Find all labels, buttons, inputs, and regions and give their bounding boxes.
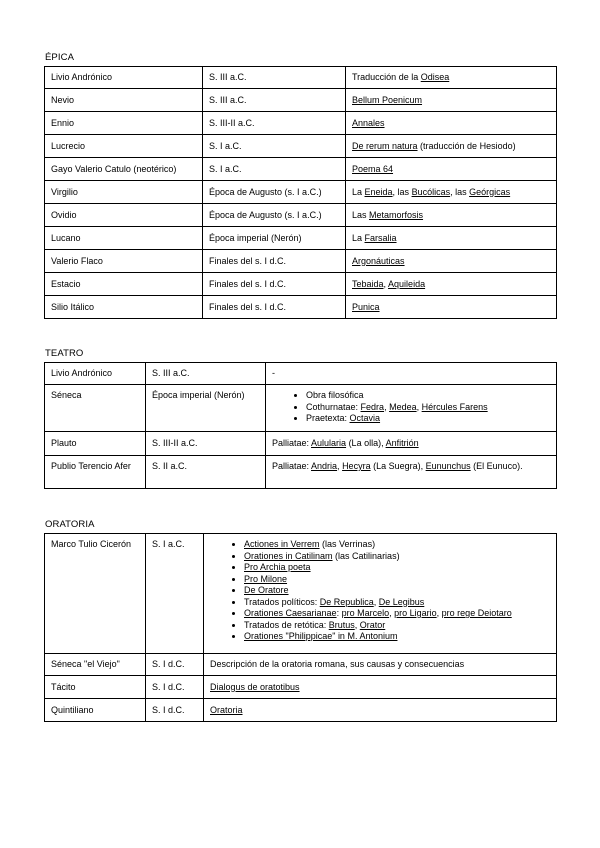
oratoria-table <box>44 533 557 722</box>
work-title: Eununchus <box>425 461 471 471</box>
work-title: Orationes "Philippicae" in M. Antonium <box>244 631 398 641</box>
work-text: Praetexta: <box>306 413 350 423</box>
work-cell <box>204 699 557 722</box>
author-name: Lucrecio <box>51 140 86 151</box>
table-row <box>45 112 557 135</box>
author-cell <box>45 227 203 250</box>
date-cell <box>146 676 204 699</box>
table-row <box>45 385 557 432</box>
date-text: S. III-II a.C. <box>152 438 198 448</box>
list-item <box>244 585 550 597</box>
work-title: Farsalia <box>364 232 397 243</box>
work-text: , <box>389 608 395 618</box>
author-cell <box>45 158 203 181</box>
author-cell <box>45 67 203 89</box>
work-title: Oratoria <box>210 704 243 715</box>
date-text: Finales del s. I d.C. <box>209 255 287 266</box>
date-text: S. III a.C. <box>209 72 247 82</box>
work-title: Odisea <box>420 72 450 82</box>
table-row <box>45 699 557 722</box>
work-text: , <box>337 461 343 471</box>
work-title: Orationes in Catilinam <box>244 550 333 561</box>
author-name: Estacio <box>51 278 81 289</box>
list-item <box>306 413 550 425</box>
epica-title: ÉPICA <box>45 52 75 63</box>
author-cell <box>45 250 203 273</box>
list-item <box>306 390 550 402</box>
date-text: S. I d.C. <box>152 659 185 669</box>
work-text: , las <box>392 186 412 197</box>
author-cell <box>45 89 203 112</box>
author-name: Plauto <box>51 438 77 448</box>
work-title: Hércules Farens <box>421 401 488 412</box>
table-row <box>45 250 557 273</box>
teatro-title: TEATRO <box>45 348 84 359</box>
work-cell <box>346 112 557 135</box>
work-cell <box>346 181 557 204</box>
teatro-table <box>44 362 557 489</box>
date-text: S. III a.C. <box>152 368 190 378</box>
author-cell <box>45 112 203 135</box>
work-title: pro Ligario <box>394 608 437 618</box>
work-text: (El Eunuco). <box>470 461 523 471</box>
work-text: Descripción de la oratoria romana, sus causas y consecuencias <box>210 659 465 669</box>
author-name: Marco Tulio Cicerón <box>51 539 132 549</box>
date-cell <box>203 67 346 89</box>
author-cell <box>45 456 146 489</box>
work-title: Actiones in Verrem <box>244 539 320 549</box>
work-text: (La olla), <box>346 438 386 448</box>
work-cell <box>204 534 557 654</box>
work-text: (traducción de Hesiodo) <box>417 140 516 151</box>
author-cell <box>45 273 203 296</box>
table-row <box>45 204 557 227</box>
list-item <box>244 562 550 574</box>
date-cell <box>203 112 346 135</box>
date-cell <box>203 204 346 227</box>
work-text: : <box>336 608 342 618</box>
work-title: De Oratore <box>244 585 289 595</box>
work-text: , <box>354 619 360 630</box>
date-cell <box>203 250 346 273</box>
work-text: Palliatae: <box>272 438 312 448</box>
work-title: Pro Milone <box>244 573 288 584</box>
date-cell <box>203 181 346 204</box>
date-cell <box>146 432 266 456</box>
work-title: De rerum natura <box>352 140 418 151</box>
work-cell <box>266 363 557 385</box>
author-name: Lucano <box>51 232 81 243</box>
work-text: , <box>384 401 390 412</box>
work-cell <box>204 676 557 699</box>
author-cell <box>45 534 146 654</box>
date-text: S. I a.C. <box>209 163 242 174</box>
table-row <box>45 296 557 319</box>
work-title: Aquileida <box>388 278 426 289</box>
table-row <box>45 273 557 296</box>
date-cell <box>146 363 266 385</box>
work-title: Pro Archia poeta <box>244 562 311 572</box>
date-text: S. I a.C. <box>209 140 242 151</box>
work-text: , las <box>450 186 470 197</box>
work-title: Poema 64 <box>352 163 394 174</box>
table-row <box>45 456 557 489</box>
work-title: Geórgicas <box>469 186 511 197</box>
date-text: S. I d.C. <box>152 681 185 692</box>
works-list <box>272 390 550 425</box>
date-text: Finales del s. I d.C. <box>209 301 287 312</box>
date-cell <box>203 158 346 181</box>
author-name: Séneca "el Viejo" <box>51 659 120 669</box>
work-text: Tratados de retótica: <box>244 619 329 630</box>
work-title: Orator <box>359 619 386 630</box>
date-text: Época de Augusto (s. I a.C.) <box>209 209 322 220</box>
date-text: S. II a.C. <box>152 461 188 471</box>
author-name: Ovidio <box>51 209 77 220</box>
date-cell <box>203 135 346 158</box>
work-title: Aulularia <box>311 438 347 448</box>
table-row <box>45 89 557 112</box>
work-title: De Legibus <box>378 596 425 607</box>
author-name: Publio Terencio Afer <box>51 461 131 471</box>
work-text: (las Catilinarias) <box>332 550 400 561</box>
work-title: Punica <box>352 301 380 312</box>
work-title: Hecyra <box>342 461 371 471</box>
author-name: Livio Andrónico <box>51 72 113 82</box>
work-title: pro rege Deiotaro <box>441 608 512 618</box>
work-text: (las Verrinas) <box>319 539 376 549</box>
work-text: Obra filosófica <box>306 390 364 400</box>
date-cell <box>146 385 266 432</box>
work-cell <box>346 89 557 112</box>
author-cell <box>45 676 146 699</box>
work-cell <box>346 158 557 181</box>
oratoria-section <box>44 519 557 722</box>
date-text: S. I d.C. <box>152 704 185 715</box>
list-item <box>244 539 550 551</box>
work-title: Medea <box>389 401 417 412</box>
work-title: Dialogus de oratotibus <box>210 681 300 692</box>
work-text: Palliatae: <box>272 461 312 471</box>
author-cell <box>45 135 203 158</box>
date-cell <box>203 227 346 250</box>
date-text: Época imperial (Nerón) <box>152 390 245 400</box>
list-item <box>244 631 550 643</box>
author-name: Silio Itálico <box>51 301 95 312</box>
table-row <box>45 534 557 654</box>
author-name: Quintiliano <box>51 704 94 715</box>
work-title: Annales <box>352 117 385 128</box>
table-row <box>45 676 557 699</box>
work-text: La <box>352 186 365 197</box>
author-name: Nevio <box>51 94 75 105</box>
work-title: Bellum Poenicum <box>352 94 423 105</box>
work-title: Bucólicas <box>411 186 451 197</box>
work-title: Andria <box>311 461 338 471</box>
work-title: Argonáuticas <box>352 255 405 266</box>
works-list <box>210 539 550 643</box>
author-cell <box>45 432 146 456</box>
date-text: S. I a.C. <box>152 539 185 549</box>
author-name: Livio Andrónico <box>51 368 113 378</box>
work-cell <box>346 296 557 319</box>
work-text: (La Suegra), <box>370 461 426 471</box>
work-title: pro Marcelo <box>341 608 390 618</box>
work-text: , <box>383 278 389 289</box>
date-text: Época imperial (Nerón) <box>209 232 302 243</box>
work-text: , <box>416 401 422 412</box>
work-cell <box>346 227 557 250</box>
author-cell <box>45 204 203 227</box>
work-cell <box>346 250 557 273</box>
oratoria-title: ORATORIA <box>45 519 95 530</box>
author-cell <box>45 181 203 204</box>
work-text: , <box>436 608 442 618</box>
date-cell <box>146 456 266 489</box>
work-cell <box>346 204 557 227</box>
author-name: Virgilio <box>51 186 78 197</box>
work-title: De Republica <box>319 596 374 607</box>
work-title: Eneida <box>364 186 393 197</box>
author-name: Gayo Valerio Catulo (neotérico) <box>51 163 177 174</box>
work-text: , <box>373 596 379 607</box>
table-row <box>45 227 557 250</box>
work-cell <box>346 67 557 89</box>
work-title: Orationes Caesarianae <box>244 608 337 618</box>
list-item <box>306 402 550 414</box>
work-text: Tratados políticos: <box>244 596 320 607</box>
work-text: Las <box>352 209 370 220</box>
author-name: Séneca <box>51 390 82 400</box>
work-text: Traducción de la <box>352 72 421 82</box>
date-cell <box>203 273 346 296</box>
date-cell <box>146 654 204 676</box>
author-name: Tácito <box>51 681 76 692</box>
date-text: S. III-II a.C. <box>209 117 255 128</box>
author-cell <box>45 296 203 319</box>
work-cell <box>266 432 557 456</box>
work-text: - <box>272 368 275 378</box>
list-item <box>244 620 550 632</box>
work-cell <box>346 135 557 158</box>
work-title: Metamorfosis <box>369 209 424 220</box>
epica-table <box>44 66 557 319</box>
date-text: S. III a.C. <box>209 94 247 105</box>
teatro-section <box>44 348 557 489</box>
work-text: Cothurnatae: <box>306 401 361 412</box>
table-row <box>45 654 557 676</box>
list-item <box>244 551 550 563</box>
table-row <box>45 158 557 181</box>
work-title: Brutus <box>328 619 355 630</box>
date-text: Finales del s. I d.C. <box>209 278 287 289</box>
date-cell <box>203 89 346 112</box>
work-cell <box>204 654 557 676</box>
work-title: Tebaida <box>352 278 384 289</box>
table-row <box>45 432 557 456</box>
work-title: Anfitrión <box>385 438 419 448</box>
table-row <box>45 67 557 89</box>
work-title: Fedra <box>360 401 385 412</box>
list-item <box>244 597 550 609</box>
work-cell <box>266 385 557 432</box>
date-cell <box>146 534 204 654</box>
date-cell <box>146 699 204 722</box>
table-row <box>45 363 557 385</box>
date-cell <box>203 296 346 319</box>
author-cell <box>45 363 146 385</box>
list-item <box>244 608 550 620</box>
author-cell <box>45 654 146 676</box>
work-title: Octavia <box>349 413 381 423</box>
work-cell <box>266 456 557 489</box>
author-name: Ennio <box>51 117 75 128</box>
table-row <box>45 135 557 158</box>
date-text: Época de Augusto (s. I a.C.) <box>209 186 322 197</box>
author-cell <box>45 699 146 722</box>
author-name: Valerio Flaco <box>51 255 103 266</box>
epica-section <box>44 52 557 319</box>
work-text: La <box>352 232 365 243</box>
work-cell <box>346 273 557 296</box>
list-item <box>244 574 550 586</box>
table-row <box>45 181 557 204</box>
author-cell <box>45 385 146 432</box>
